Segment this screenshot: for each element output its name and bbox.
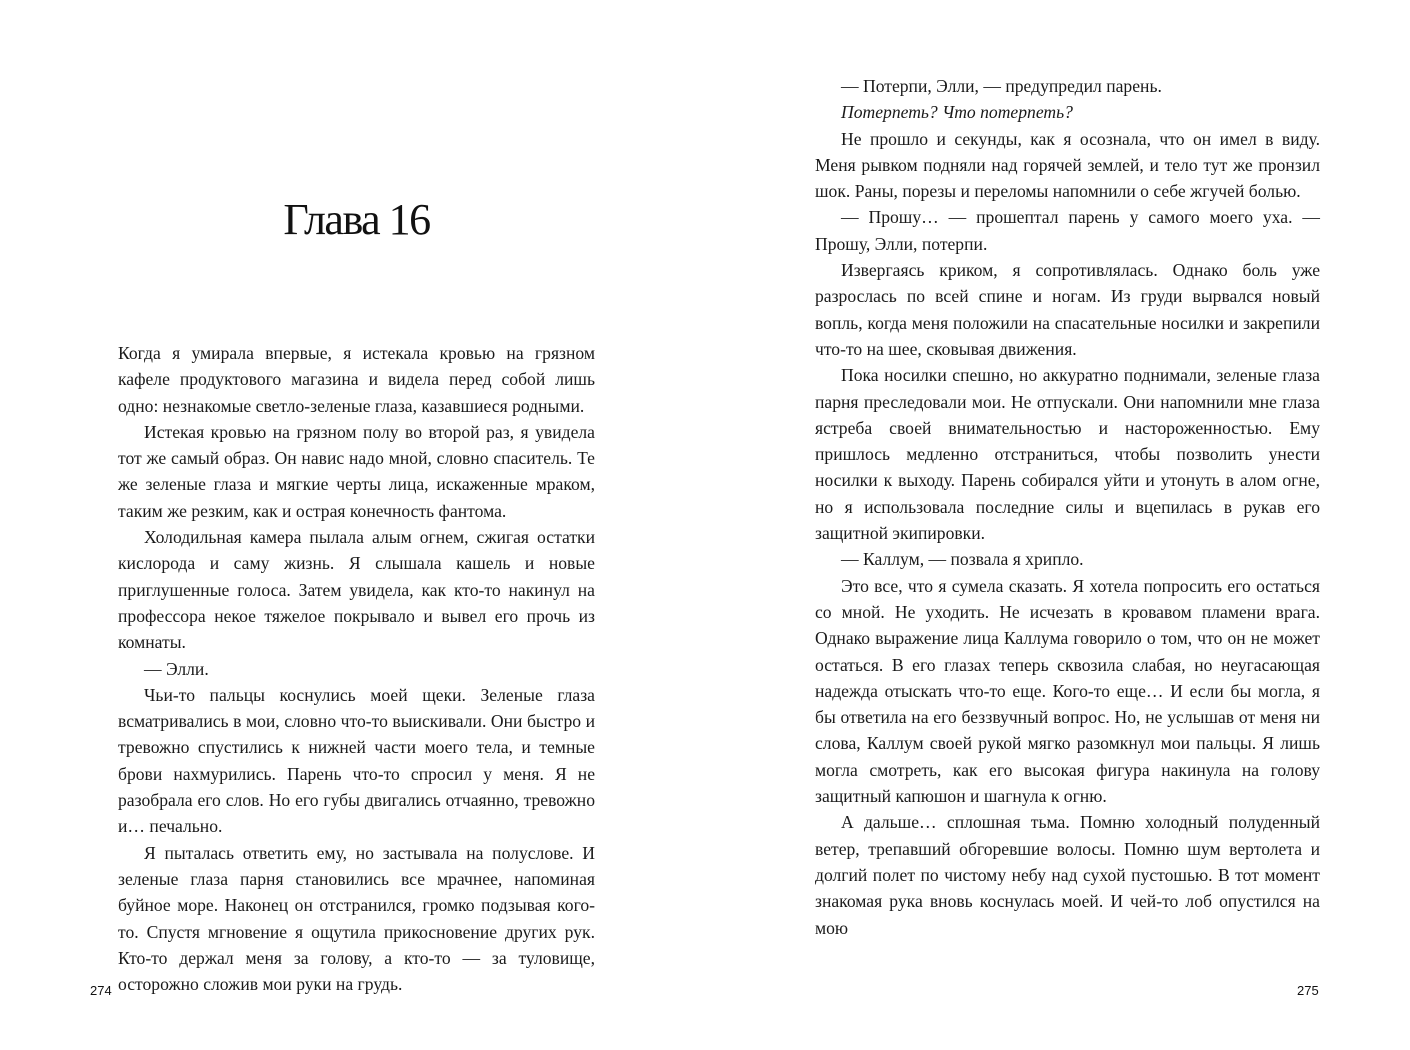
left-page-body (118, 340, 595, 997)
page-number-right: 275 (1297, 983, 1319, 998)
paragraph: Чьи-то пальцы коснулись моей щеки. Зеленые глаза всматривались в мои, словно что-то выискивали. Они быстро и тревожно спустились к нижней части моего тела, и темные брови нахмурились. Парень что-то спросил у меня. Я не разобрала его слов. Но его губы двигались отчаянно, тревожно и… печально. (118, 684, 595, 837)
paragraph: Это все, что я сумела сказать. Я хотела попросить его остаться со мной. Не уходить. Не исчезать в кровавом пламени врага. Однако выражение лица Каллума говорило о том, что он не может остаться. В его глазах теперь сквозила слабая, но неугасающая надежда отыскать что-то еще. Кого-то еще… И если бы могла, я бы ответила на его беззвучный вопрос. Но, не услышав от меня ни слова, Каллум своей рукой мягко разомкнул мои пальцы. Я лишь могла смотреть, как его высокая фигура накинула на голову защитный капюшон и шагнула к огню. (815, 575, 1320, 807)
paragraph: Истекая кровью на грязном полу во второй раз, я увидела тот же самый образ. Он навис надо мной, словно спаситель. Те же зеленые глаза и мягкие черты лица, искаженные мраком, таким же резким, как и острая конечность фантома. (118, 421, 595, 521)
page-number-left: 274 (90, 983, 112, 998)
right-page-body (815, 73, 1320, 941)
dialogue-line: — Потерпи, Элли, — предупредил парень. (841, 76, 1162, 96)
inner-thought: Потерпеть? Что потерпеть? (841, 102, 1073, 123)
paragraph: Когда я умирала впервые, я истекала кровью на грязном кафеле продуктового магазина и видела перед собой лишь одно: незнакомые светло-зеленые глаза, казавшиеся родными. (118, 343, 595, 416)
paragraph: Не прошло и секунды, как я осознала, что он имел в виду. Меня рывком подняли над горячей землей, и тело тут же пронзил шок. Раны, порезы и переломы напомнили о себе жгучей болью. (815, 128, 1320, 202)
paragraph: Извергаясь криком, я сопротивлялась. Однако боль уже разрослась по всей спине и ногам. Из груди вырвался новый вопль, когда меня положили на спасательные носилки и закрепили что-то на шее, сковывая движения. (815, 260, 1320, 359)
dialogue-line: — Каллум, — позвала я хрипло. (841, 549, 1084, 570)
dialogue-line: — Прошу… — прошептал парень у самого моего уха. — Прошу, Элли, потерпи. (815, 207, 1320, 254)
right-page (705, 0, 1410, 1050)
paragraph: Холодильная камера пылала алым огнем, сжигая остатки кислорода и саму жизнь. Я слышала кашель и новые приглушенные голоса. Затем увидела, как кто-то накинул на профессора некое тяжелое покрывало и вывел его прочь из комнаты. (118, 527, 595, 653)
paragraph: Пока носилки спешно, но аккуратно поднимали, зеленые глаза парня преследовали мои. Не отпускали. Они напомнили мне глаза ястреба своей внимательностью и настороженностью. Ему пришлось медленно отстраниться, чтобы позволить унести носилки к выходу. Парень собирался уйти и утонуть в алом огне, но я использовала последние силы и вцепилась в рукав его защитной экипировки. (815, 365, 1320, 544)
chapter-title: Глава 16 (283, 195, 430, 244)
dialogue-line: — Элли. (144, 658, 209, 679)
paragraph: А дальше… сплошная тьма. Помню холодный полуденный ветер, трепавший обгоревшие волосы. Помню шум вертолета и долгий полет по чистому небу над сухой пустошью. В тот момент знакомая рука вновь коснулась моей. И чей-то лоб опустился на мою (815, 812, 1320, 938)
paragraph: Я пыталась ответить ему, но застывала на полуслове. И зеленые глаза парня становились все мрачнее, напоминая буйное море. Наконец он отстранился, громко подзывая кого-то. Спустя мгновение я ощутила прикосновение других рук. Кто-то держал меня за голову, а кто-то — за туловище, осторожно сложив мои руки на грудь. (118, 842, 595, 995)
